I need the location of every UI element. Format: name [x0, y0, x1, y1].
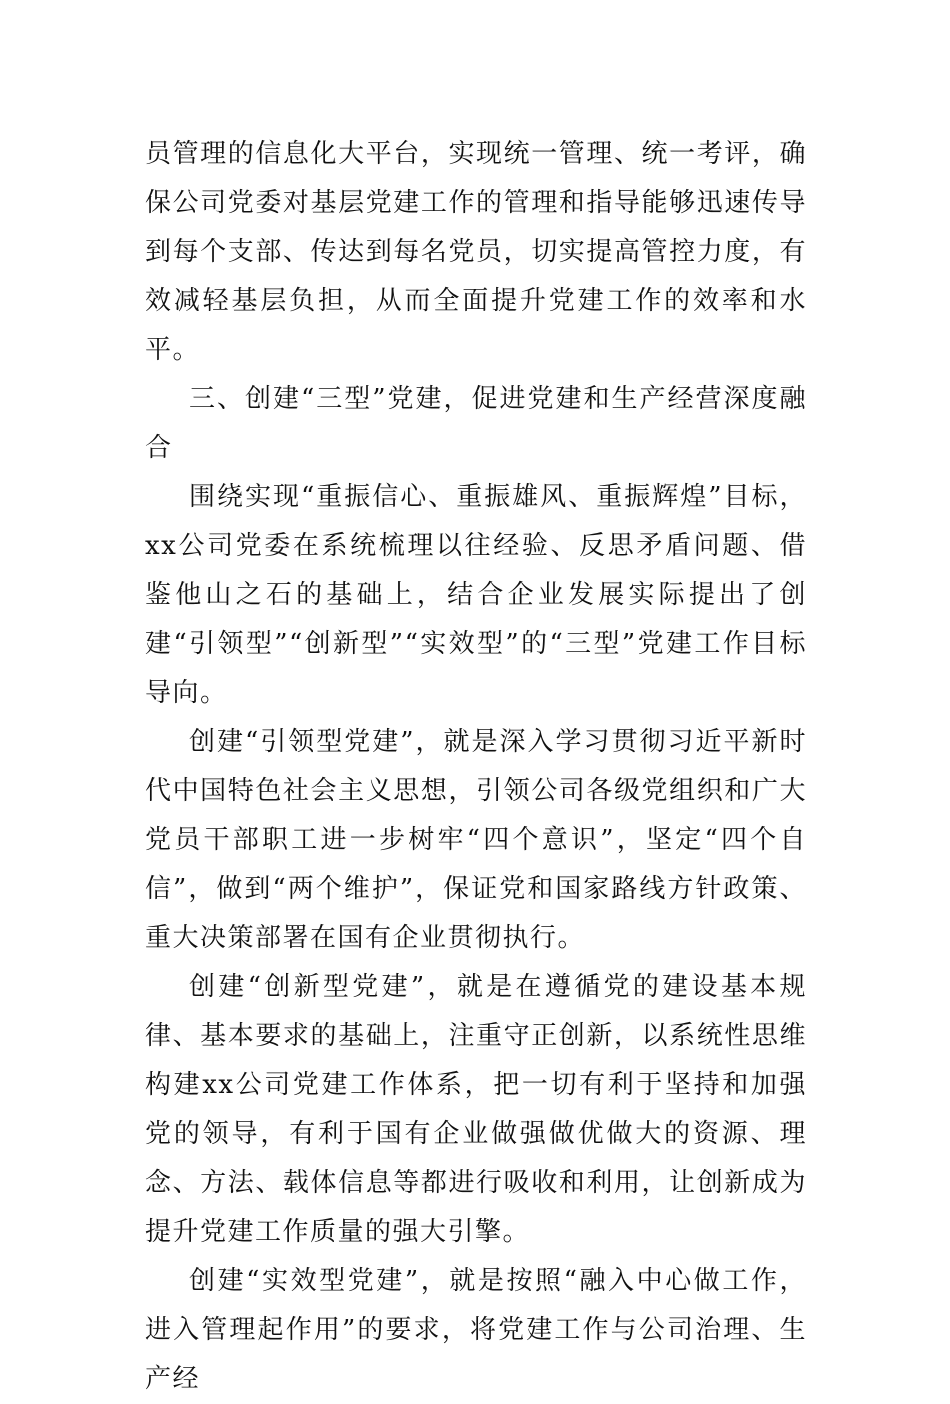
paragraph-effective-type: 创建“实效型党建”，就是按照“融入中心做工作，进入管理起作用”的要求，将党建工作与公司治理、生产经	[145, 1266, 807, 1394]
paragraph-leading-type: 创建“引领型党建”，就是深入学习贯彻习近平新时代中国特色社会主义思想，引领公司各级党组织和广大党员干部职工进一步树牢“四个意识”，坚定“四个自信”，做到“两个维护”，保证党和国家路线方针政策、重大决策部署在国有企业贯彻执行。	[145, 727, 807, 953]
section-heading: 三、创建“三型”党建，促进党建和生产经营深度融合	[145, 384, 807, 463]
paragraph-goal: 围绕实现“重振信心、重振雄风、重振辉煌”目标，xx公司党委在系统梳理以往经验、反思矛盾问题、借鉴他山之石的基础上，结合企业发展实际提出了创建“引领型”“创新型”“实效型”的“三型”党建工作目标导向。	[145, 482, 807, 708]
paragraph-innovative-type: 创建“创新型党建”，就是在遵循党的建设基本规律、基本要求的基础上，注重守正创新，以系统性思维构建xx公司党建工作体系，把一切有利于坚持和加强党的领导，有利于国有企业做强做优做大的资源、理念、方法、载体信息等都进行吸收和利用，让创新成为提升党建工作质量的强大引擎。	[145, 972, 807, 1247]
paragraph-continuation: 员管理的信息化大平台，实现统一管理、统一考评，确保公司党委对基层党建工作的管理和指导能够迅速传导到每个支部、传达到每名党员，切实提高管控力度，有效减轻基层负担，从而全面提升党建工作的效率和水平。	[145, 139, 807, 365]
body-text	[145, 130, 807, 1404]
